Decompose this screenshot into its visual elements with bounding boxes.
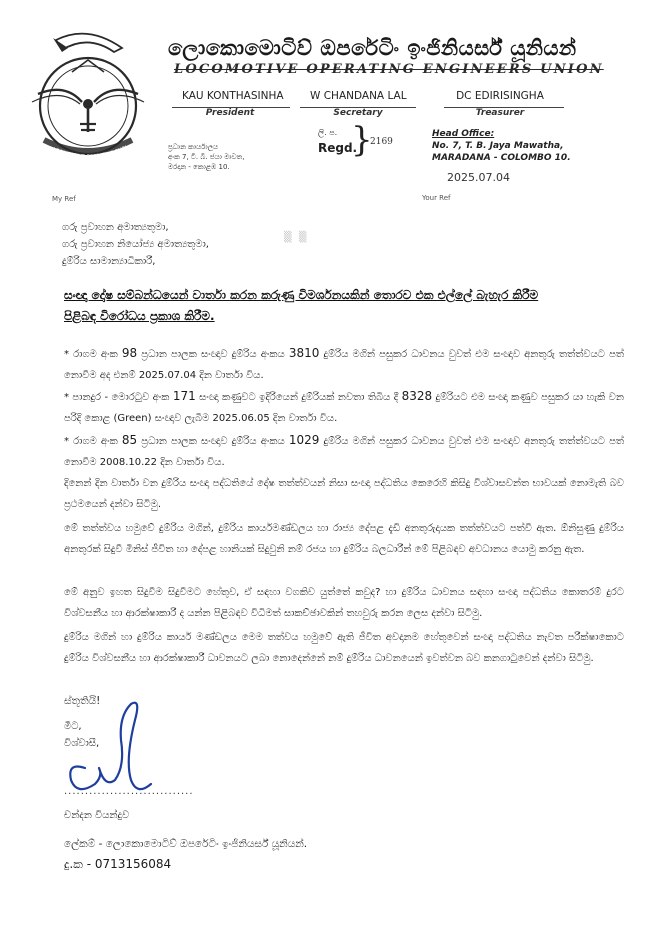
address-sinhala: ප්‍රධාන කාර්යාලය අංක 7, ටී. බී. ජයා මාවත, මරදාන - කොළඹ 10. [168,143,245,171]
signature-line: ............................... [64,786,194,797]
officer-president [182,90,284,118]
officer-treasurer [450,90,550,118]
officer-role: Treasurer [475,108,525,118]
union-name-sinhala: ලොකොමොටිව් ඔපරේටිං ඉංජිනියර්ස් යූනියන් [168,36,577,60]
union-logo [18,28,148,163]
union-name-english: LOCOMOTIVE OPERATING ENGINEERS UNION [174,62,604,77]
incident-paragraph: * පානදුර - මොරටුව අංක 171 සංඥා කණුවට ඉදිරියෙන් දුම්රියක් නවතා තිබිය දී 8328 දුම්රියට එම සංඥා කණුව පසුකර යා හැකි වන පරිදි කොළ (Green) සංඥාව ලැබීම 2025.06.05 දින වාර්තා විය. [64,389,624,424]
subject-line: පිළිබඳ විරෝධය ප්‍රකාශ කිරීම. [64,309,215,323]
subject-line: සංඥා දෝෂ සම්බන්ධයෙන් වාර්තා කරන කරුණු විමර්ශනයකින් තොරව එක එල්ලේ බැහැර කිරීම [64,288,539,302]
body-paragraph: මේ තත්ත්වය හමුවේ දුම්රිය මගින්, දුම්රිය කාර්යමණ්ඩලය හා රාජ්‍ය දේපළ දැඩි අනතුරුදායක තත්ත්වයට පත්වී ඇත. ඕනිසුණු දුම්රිය අනතුරක් සිදුවී මිනිස් ජීවිත හා දේපළ හානියක් සිදුවුනි නම් රජය හා දුම්රිය බලධාරීන් මේ පිළිබඳව අවධානය යොමු කරනු ඇත. [64,523,624,555]
addressee-block [62,219,209,270]
my-ref: My Ref [52,195,76,203]
subject [64,285,624,327]
head-office [432,128,571,164]
divider [172,107,290,108]
officer-role: Secretary [333,108,383,118]
incident-paragraph: * රාගම අංක 98 ප්‍රධාන පාලක සංඥාව දුම්රිය අංකය 3810 දුම්රිය මගින් පසුකර ධාවනය වුවත් එම සංඥාව අනතුරු තත්ත්වයට පත් නොවීම අද එනම් 2025.07.04 දින වාර්තා විය. [64,346,624,381]
handwritten-signature [55,700,165,800]
your-ref: Your Ref [422,194,451,202]
closing-line: විශ්වාසී, [64,738,100,749]
officer-name: DC EDIRISINGHA [456,90,544,102]
signatory-title: ලේකම් - ලොකොමොටිව් ඔපරේටිං ඉංජිනියර්ස් යූනියන්. [64,838,308,850]
officer-name: W CHANDANA LAL [310,90,407,102]
brace-glyph: } [351,120,373,160]
officer-role: President [205,108,255,118]
body-paragraph: මේ අනුව ඉහත සිදුවීම සිදුවීමට හේතුව, ඒ සඳහා වගකිව යුත්තේ කවුද? හා දුම්රිය ධාවනය සඳහා සංඥා පද්ධතිය කොතරම් දුරට විශ්වසනීය හා ආරක්ෂාකාරී ද යන්න පිළිබඳව විධිමත් සාකච්ඡාවකින් තහවුරු කරන ලෙස දන්වා සිටිමු. [64,587,624,619]
body-paragraph: දුම්රිය මගින් හා දුම්රිය කාර්ය මණ්ඩලය මෙම තත්වය හමුවේ ඇති ජීවිත අවදානම හේතුවෙන් සංඥා පද්ධතිය නැවත පරීක්ෂාකොට දුම්රිය විශ්වසනීය හා ආරක්ෂාකාරී ධාවනයට ලබා නොදෙන්නේ නම් දුම්රිය ධාවනයෙන් ඉවත්වන බව කනගාටුවෙන් දන්වා සිටිමු. [64,632,624,664]
divider [444,107,564,108]
signatory-name: චන්දන වියන්දුව [64,810,130,821]
logo-text: LOCOMOTIVE OPERATING ENGI [51,144,129,161]
head-office-line2: MARADANA - COLOMBO 10. [432,153,571,163]
addressee-line: ගරු ප්‍රවාහන අමාත්‍යතුමා, [62,222,169,233]
regd-sinhala: ලි. ප. [318,128,338,137]
addressee-line: දුම්රිය සාමාන්‍යාධිකාරී, [62,256,156,267]
divider [300,107,416,108]
head-office-label: Head Office: [432,129,495,139]
closing-line: මීට, [64,721,82,732]
regd-number: 2169 [370,137,393,147]
officer-secretary [310,90,406,118]
incident-paragraph: * රාගම අංක 85 ප්‍රධාන පාලක සංඥාව දුම්රිය අංකය 1029 දුම්රිය මගින් පසුකර ධාවනය වුවත් එම සංඥාව අනතුරු තත්ත්වයට පත් නොවීම 2008.10.22 දින වාර්තා විය. [64,433,624,468]
body-paragraph: දිනෙන් දින වාර්තා වන දුම්රිය සංඥා පද්ධතියේ දෝෂ තත්ත්වයන් නිසා සංඥා පද්ධතිය කෙරෙහි කිසිදු විශ්වාසවන්ත භාවයක් නොමැති බව ප්‍රථමයෙන් දන්වා සිටිමු. [64,478,624,510]
officer-name: KAU KONTHASINHA [182,90,284,102]
faint-stamp: ▒ ▒ [284,232,309,243]
head-office-line1: No. 7, T. B. Jaya Mawatha, [432,141,564,151]
thanks: ස්තූතියි! [64,695,101,707]
addressee-line: ගරු ප්‍රවාහන නියෝජ්‍ය අමාත්‍යතුමා, [62,239,209,250]
signatory-phone: දු.ක - 0713156084 [64,857,172,871]
regd-label: Regd. [318,141,358,155]
letter-date: 2025.07.04 [447,171,510,184]
